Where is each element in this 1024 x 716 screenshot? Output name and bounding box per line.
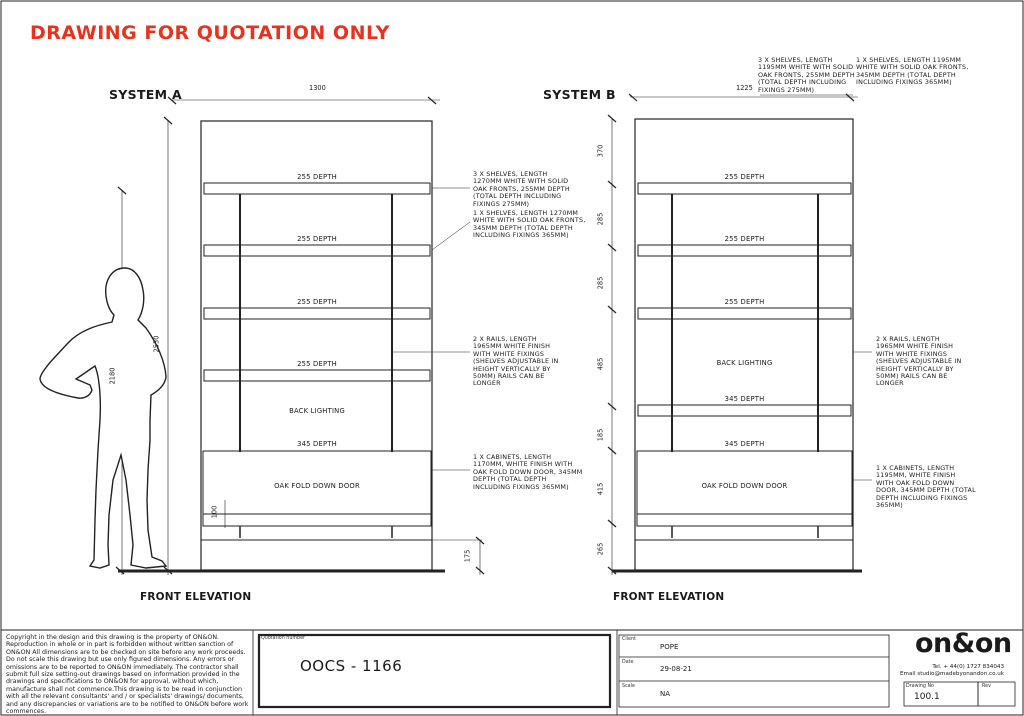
system-a-shelf-label-5: 345 DEPTH xyxy=(297,440,337,448)
contact-details: Tel. + 44(0) 1727 834043 Email studio@madebyonandon.co.uk xyxy=(899,664,1004,677)
system-b-dim-6: 415 xyxy=(596,482,605,496)
system-b-dim-4: 485 xyxy=(596,357,605,371)
drawing-no-caption: Drawing No xyxy=(906,684,934,689)
scale-caption: Scale xyxy=(622,684,635,689)
system-a-shelf-2 xyxy=(204,245,430,256)
human-silhouette xyxy=(40,268,166,568)
system-b-shelf-1 xyxy=(638,183,851,194)
system-b-note-rails: 2 X RAILS, LENGTH 1965MM WHITE FINISH WITH WHITE FIXINGS (SHELVES ADJUSTABLE IN HEIGHT VERTICALLY BY 50MM) RAILS CAN BE LONGER xyxy=(876,335,962,388)
system-b-dim-1: 370 xyxy=(596,144,605,158)
system-b-back-lighting: BACK LIGHTING xyxy=(716,359,773,367)
system-b-door-label: OAK FOLD DOWN DOOR xyxy=(701,482,788,490)
system-b-elevation xyxy=(608,94,872,575)
system-a-shelf-label-4: 255 DEPTH xyxy=(297,360,337,368)
system-a-height-dim: 2530 xyxy=(152,335,161,353)
system-b-note-deep-shelf: 1 X SHELVES, LENGTH 1195MM WHITE WITH SOLID OAK FRONTS, 345MM DEPTH (TOTAL DEPTH INCLUDING FIXINGS 365MM) xyxy=(856,56,969,87)
system-a-note-cabinet: 1 X CABINETS, LENGTH 1170MM, WHITE FINISH WITH OAK FOLD DOWN DOOR, 345MM DEPTH (TOTAL DEPTH INCLUDING FIXINGS 365MM) xyxy=(473,453,583,491)
system-a-cabinet-gap-dim: 175 xyxy=(463,549,472,563)
copyright-notice: Copyright in the design and this drawing is the property of ON&ON. Reproduction in whole or in part is forbidden without written sanction of ON&ON All dimensions are to be checked on site before any work proceeds. Do not scale this drawing but use only figured dimensions. Any errors or omissions are to be reported to ON&ON immediately. The contractor shall submit full size setting-out drawings based on information provided in the drawings and specifications to ON&ON for approval, without which, manufacture shall not commence.This drawing is to be read in conjunction with all the relevant consultants' and / or specialists' drawings/ documents, and any discrepancies or variations are to be notified to ON&ON before work commences. xyxy=(6,634,249,716)
system-a-title: SYSTEM A xyxy=(109,87,182,102)
system-b-frame xyxy=(635,119,853,570)
system-b-shelf-4 xyxy=(638,405,851,416)
system-b-dim-3: 285 xyxy=(596,276,605,290)
quotation-number: OOCS - 1166 xyxy=(300,657,403,675)
system-b-shelf-label-4: 345 DEPTH xyxy=(724,395,765,403)
date-caption: Date xyxy=(622,660,634,665)
client-caption: Client xyxy=(622,637,636,642)
system-a-shelf-4 xyxy=(204,370,430,381)
system-a-shelf-label-3: 255 DEPTH xyxy=(297,298,337,306)
quotation-caption: Quotation number xyxy=(261,636,306,641)
scale-value: NA xyxy=(660,690,671,698)
system-b-dim-7: 265 xyxy=(596,542,605,556)
system-a-note-deep-shelf: 1 X SHELVES, LENGTH 1270MM WHITE WITH SOLID OAK FRONTS, 345MM DEPTH (TOTAL DEPTH INCLUDING FIXINGS 365MM) xyxy=(473,209,586,240)
system-a-shelf-label-2: 255 DEPTH xyxy=(297,235,337,243)
system-b-shelf-label-3: 255 DEPTH xyxy=(724,298,765,306)
system-a-frame xyxy=(201,121,432,570)
system-b-width-dim: 1225 xyxy=(736,84,753,92)
system-a-note-rails: 2 X RAILS, LENGTH 1965MM WHITE FINISH WITH WHITE FIXINGS (SHELVES ADJUSTABLE IN HEIGHT VERTICALLY BY 50MM) RAILS CAN BE LONGER xyxy=(473,335,559,388)
system-b-front-elevation: FRONT ELEVATION xyxy=(613,591,725,603)
system-a-cabinet-base xyxy=(203,514,431,526)
system-a-shelf-3 xyxy=(204,308,430,319)
date-value: 29-08-21 xyxy=(660,665,692,673)
system-a-note-shelves: 3 X SHELVES, LENGTH 1270MM WHITE WITH SOLID OAK FRONTS, 255MM DEPTH (TOTAL DEPTH INCLUDING FIXINGS 275MM) xyxy=(473,170,570,208)
system-b-note-cabinet: 1 X CABINETS, LENGTH 1195MM, WHITE FINISH WITH OAK FOLD DOWN DOOR, 345MM DEPTH (TOTAL DEPTH INCLUDING FIXINGS 365MM) xyxy=(876,464,976,510)
rev-caption: Rev xyxy=(982,684,991,689)
system-b-shelf-label-2: 255 DEPTH xyxy=(724,235,765,243)
system-b-shelf-label-5: 345 DEPTH xyxy=(724,440,765,448)
system-b-shelf-label-1: 255 DEPTH xyxy=(724,173,765,181)
drawing-heading: DRAWING FOR QUOTATION ONLY xyxy=(30,22,390,44)
system-a-person-dim: 2180 xyxy=(108,367,117,385)
system-a-width-dim: 1300 xyxy=(309,84,326,92)
system-a-door-label: OAK FOLD DOWN DOOR xyxy=(274,482,360,490)
system-a-shelf-1 xyxy=(204,183,430,194)
system-b-dim-2: 285 xyxy=(596,212,605,226)
system-a-shelf-label-1: 255 DEPTH xyxy=(297,173,337,181)
system-b-dim-5: 185 xyxy=(596,428,605,442)
system-b-shelf-2 xyxy=(638,245,851,256)
system-a-back-lighting: BACK LIGHTING xyxy=(289,407,345,415)
system-b-note-shelves: 3 X SHELVES, LENGTH 1195MM WHITE WITH SOLID OAK FRONTS, 255MM DEPTH (TOTAL DEPTH INCLUDING FIXINGS 275MM) xyxy=(758,56,855,94)
drawing-no-value: 100.1 xyxy=(914,692,940,702)
system-a-elevation xyxy=(116,97,484,575)
client-value: POPE xyxy=(660,643,679,651)
system-b-shelf-3 xyxy=(638,308,851,319)
on-and-on-logo: on&on xyxy=(915,628,1012,659)
system-b-cabinet-base xyxy=(637,514,852,526)
system-b-title: SYSTEM B xyxy=(543,87,616,102)
system-a-front-elevation: FRONT ELEVATION xyxy=(140,591,252,603)
system-a-door-dim: 100 xyxy=(210,505,219,519)
